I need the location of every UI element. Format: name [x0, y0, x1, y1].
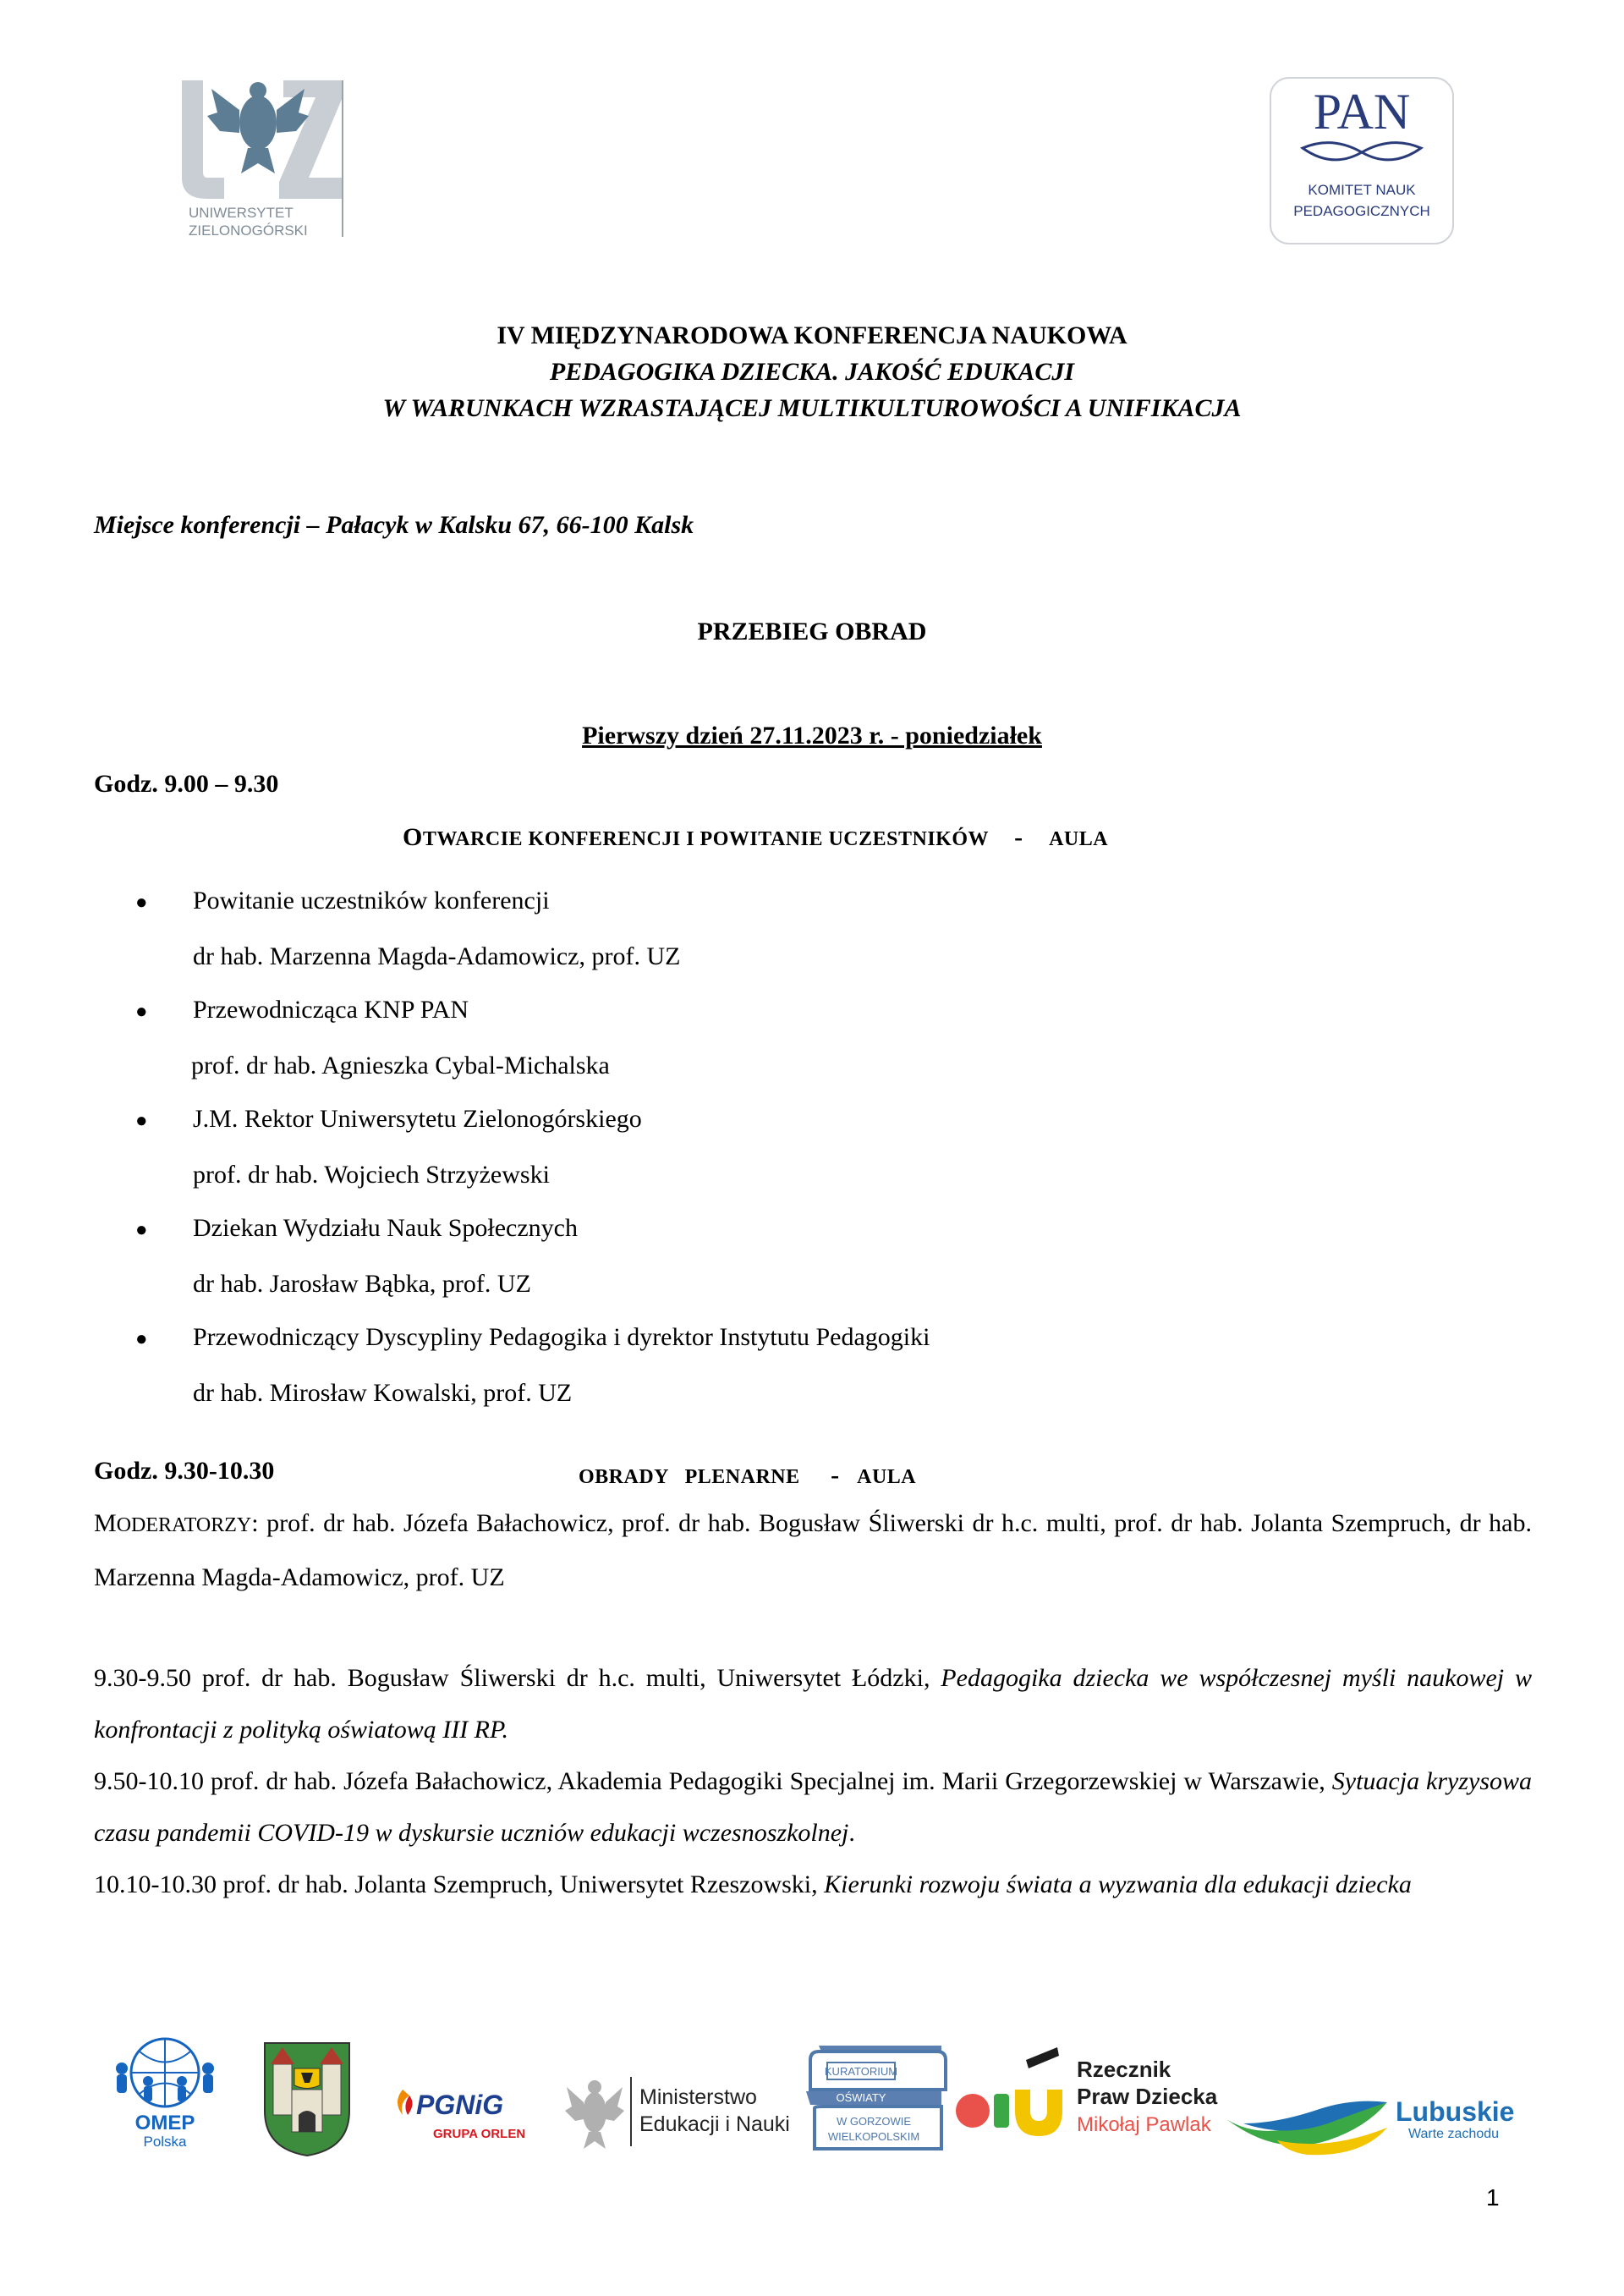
pgnig-name: PGNiG	[416, 2090, 504, 2120]
kuratorium-line2: OŚWIATY	[836, 2091, 886, 2104]
talks	[94, 1652, 1532, 1910]
page-number: 1	[1486, 2184, 1500, 2211]
pan-logo-main: PAN	[1313, 84, 1411, 140]
list-item-title: Przewodnicząca KNP PAN	[193, 996, 469, 1024]
lubuskie-logo	[1226, 2077, 1514, 2161]
block1-time: Godz. 9.00 – 9.30	[94, 770, 279, 798]
list-item-title: Powitanie uczestników konferencji	[193, 887, 550, 915]
uniwersytet-zielonogorski-logo	[173, 72, 351, 241]
list-item-title: J.M. Rektor Uniwersytetu Zielonogórskiego	[193, 1105, 642, 1133]
pan-logo-sub1: KOMITET NAUK	[1308, 182, 1416, 198]
uz-logo-line1: UNIWERSYTET	[189, 205, 294, 221]
title-line-3: W WARUNKACH WZRASTAJĄCEJ MULTIKULTUROWOŚCI A UNIFIKACJA	[382, 394, 1242, 422]
talk-title: Pedagogika dziecka we współczesnej myśli naukowej w konfrontacji z polityką oświatową III RP.	[94, 1664, 1532, 1744]
list-item-title: Dziekan Wydziału Nauk Społecznych	[193, 1214, 578, 1242]
pan-logo-sub2: PEDAGOGICZNYCH	[1293, 203, 1430, 219]
list-item-person: dr hab. Marzenna Magda-Adamowicz, prof. UZ	[193, 942, 681, 970]
list-item-title: Przewodniczący Dyscypliny Pedagogika i dyrektor Instytutu Pedagogiki	[193, 1323, 930, 1351]
welcome-list	[135, 874, 1489, 1420]
rpd-line3: Mikołaj Pawlak	[1077, 2113, 1211, 2136]
title-line-1: IV MIĘDZYNARODOWA KONFERENCJA NAUKOWA	[497, 321, 1127, 349]
talk-item	[94, 1859, 1532, 1910]
list-item	[135, 1092, 1489, 1148]
talk-title: Sytuacja kryzysowa czasu pandemii COVID-19 w dyskursie uczniów edukacji wczesnoszkolnej	[94, 1767, 1533, 1847]
bullet-icon: ●	[135, 1219, 148, 1241]
bullet-icon: ●	[135, 1001, 148, 1023]
bullet-icon: ●	[135, 892, 148, 914]
lubuskie-name: Lubuskie	[1396, 2096, 1514, 2127]
list-item	[135, 1201, 1489, 1257]
talk-meta: 9.30-9.50 prof. dr hab. Bogusław Śliwerski dr h.c. multi, Uniwersytet Łódzki,	[94, 1664, 941, 1692]
uz-logo-line2: ZIELONOGÓRSKI	[189, 222, 308, 239]
block1-heading-sep: -	[1014, 823, 1023, 851]
bullet-icon: ●	[135, 1110, 148, 1132]
talk-meta: 10.10-10.30 prof. dr hab. Jolanta Szempruch, Uniwersytet Rzeszowski,	[94, 1870, 825, 1898]
list-item-person: prof. dr hab. Wojciech Strzyżewski	[193, 1161, 550, 1189]
block2-heading-text: OBRADY PLENARNE	[579, 1466, 800, 1488]
zielona-gora-coat-of-arms	[261, 2039, 354, 2157]
lubuskie-sub: Warte zachodu	[1408, 2127, 1500, 2141]
talk-meta: 9.50-10.10 prof. dr hab. Józefa Bałachowicz, Akademia Pedagogiki Specjalnej im. Marii Grzegorzewskiej w Warszawie,	[94, 1767, 1332, 1795]
title-line-2: PEDAGOGIKA DZIECKA. JAKOŚĆ EDUKACJI	[549, 358, 1075, 386]
list-item-person: dr hab. Mirosław Kowalski, prof. UZ	[193, 1379, 573, 1407]
men-line2: Edukacji i Nauki	[639, 2112, 790, 2136]
list-item	[135, 1310, 1489, 1366]
talk-item	[94, 1755, 1532, 1859]
rzecznik-praw-dziecka-logo	[954, 2043, 1233, 2153]
block1-heading-place: AULA	[1049, 828, 1109, 850]
talk-item	[94, 1652, 1532, 1755]
list-item	[135, 874, 1489, 930]
kuratorium-line4: WIELKOPOLSKIM	[827, 2130, 920, 2143]
omep-sub: Polska	[143, 2134, 187, 2150]
list-item	[135, 983, 1489, 1039]
moderators-text: : prof. dr hab. Józefa Bałachowicz, prof. dr hab. Bogusław Śliwerski dr h.c. multi, prof. dr hab. Jolanta Szempruch, dr hab. Marzenna Magda-Adamowicz, prof. UZ	[94, 1509, 1532, 1591]
block1-heading-text: TWARCIE KONFERENCJI I POWITANIE UCZESTNIKÓW	[422, 828, 989, 850]
kuratorium-oswiaty-logo	[802, 2039, 950, 2157]
rpd-line1: Rzecznik	[1077, 2057, 1171, 2082]
pgnig-sub: GRUPA ORLEN	[433, 2127, 526, 2141]
men-line1: Ministerstwo	[639, 2085, 757, 2109]
omep-logo	[110, 2035, 220, 2153]
block2-heading	[579, 1461, 916, 1490]
moderators-label: ODERATORZY	[116, 1514, 252, 1536]
venue: Miejsce konferencji – Pałacyk w Kalsku 67, 66-100 Kalsk	[94, 511, 694, 539]
block1-heading	[403, 823, 1108, 852]
block2-time: Godz. 9.30-10.30	[94, 1457, 275, 1485]
day-heading: Pierwszy dzień 27.11.2023 r. - poniedziałek	[582, 722, 1042, 750]
pgnig-logo	[391, 2085, 535, 2145]
bullet-icon: ●	[135, 1328, 148, 1350]
moderators-label-first: M	[94, 1509, 117, 1537]
talk-title: Kierunki rozwoju świata a wyzwania dla edukacji dziecka	[824, 1870, 1412, 1898]
list-item-person: prof. dr hab. Agnieszka Cybal-Michalska	[191, 1052, 610, 1079]
block2-heading-sep: -	[831, 1461, 840, 1489]
section-title: PRZEBIEG OBRAD	[697, 618, 927, 645]
block2-heading-place: AULA	[857, 1466, 917, 1488]
omep-name: OMEP	[134, 2112, 195, 2134]
rpd-line2: Praw Dziecka	[1077, 2084, 1218, 2109]
ministerstwo-edukacji-logo	[565, 2068, 793, 2153]
list-item-person: dr hab. Jarosław Bąbka, prof. UZ	[193, 1270, 531, 1298]
block1-heading-first-letter: O	[403, 823, 423, 851]
kuratorium-line3: W GORZOWIE	[836, 2115, 912, 2128]
talk-suffix: .	[848, 1819, 855, 1847]
moderators	[94, 1497, 1532, 1603]
kuratorium-line1: KURATORIUM	[824, 2065, 898, 2078]
conference-title	[0, 317, 1624, 426]
pan-knp-logo	[1269, 76, 1455, 245]
